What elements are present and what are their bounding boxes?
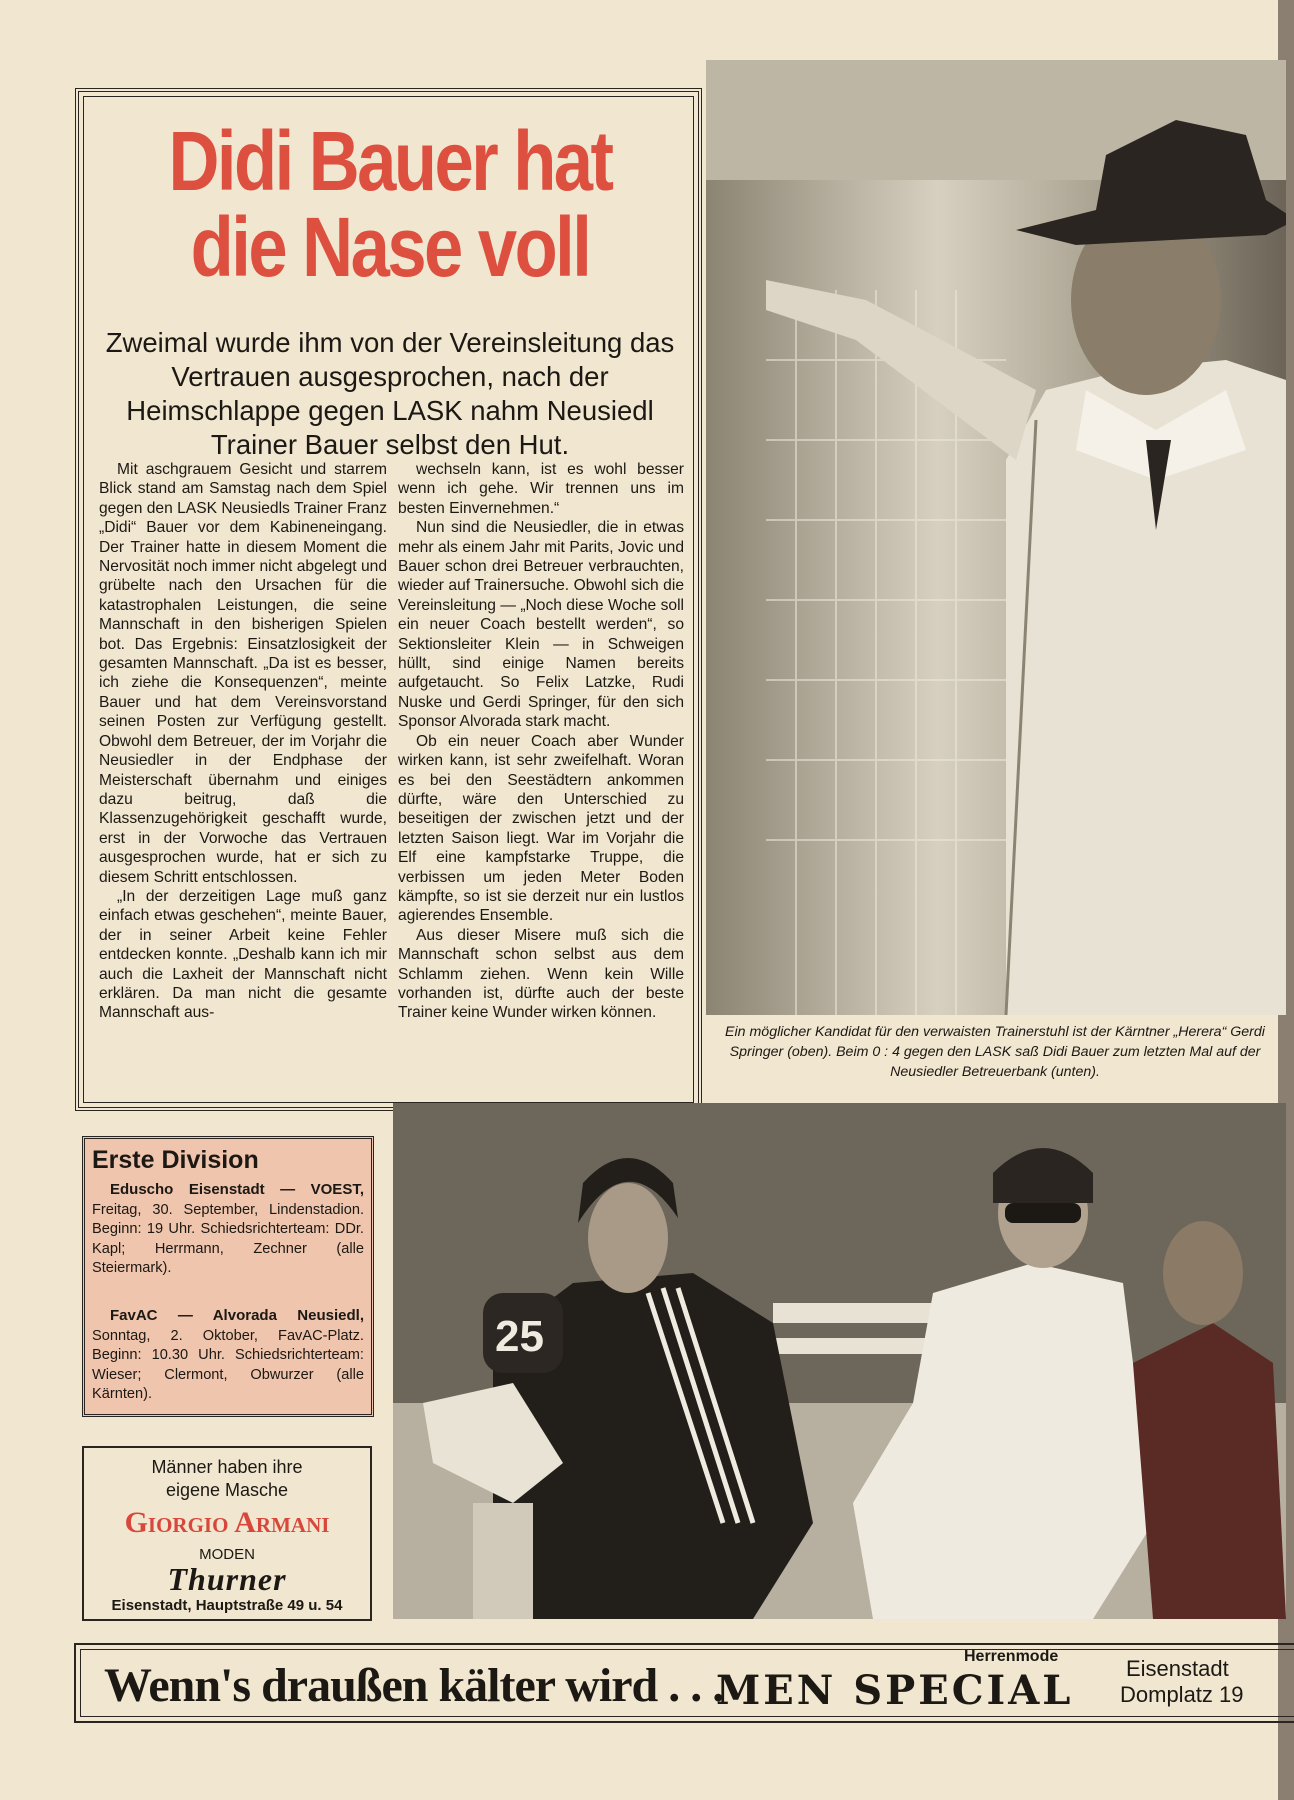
match-1-details: Freitag, 30. September, Lindenstadion. Beginn: 19 Uhr. Schiedsrichterteam: DDr. Kapl; Herrmann, Zechner (alle Steiermark). (92, 1201, 364, 1276)
shirt-number: 25 (495, 1312, 544, 1361)
ad-herrenmode-label: Herrenmode (964, 1648, 1059, 1665)
photo-bench-bauer (393, 1103, 1286, 1619)
ad-armani-brand: Giorgio Armani (124, 1506, 330, 1539)
subheadline: Zweimal wurde ihm von der Vereinsleitung das Vertrauen ausgesprochen, nach der Heimschlappe gegen LASK nahm Neusiedl Trainer Bauer selbst den Hut. (105, 327, 675, 460)
ad-thurner-logo: Thurner (167, 1561, 287, 1597)
ad-armani-line1: Männer haben ihre (151, 1457, 303, 1477)
headline-line-1: Didi Bauer hat (168, 114, 612, 208)
ad-city: Eisenstadt (1126, 1656, 1229, 1681)
ad-slogan: Wenn's draußen kälter wird . . . (104, 1659, 724, 1712)
article-column-2 (398, 460, 684, 1023)
paragraph: wechseln kann, ist es wohl besser wenn ich gehe. Wir trennen uns im besten Einvernehmen.“ (398, 461, 684, 517)
match-2-teams: FavAC — Alvorada Neusiedl, (110, 1307, 364, 1324)
paragraph: Mit aschgrauem Gesicht und starrem Blick stand am Samstag nach dem Spiel gegen den LASK Neusiedls Trainer Franz „Didi“ Bauer vor dem Kabineneingang. Der Trainer hatte in diesem Moment die Nervosität noch immer nicht abgelegt und grübelte nach den Ursachen für die katastrophalen Leistungen, die seine Mannschaft in den bisherigen Spielen bot. Das Ergebnis: Einsatzlosigkeit der gesamten Mannschaft. „Da ist es besser, ich ziehe die Konsequenzen“, meinte Bauer und hat dem Vereinsvorstand seinen Posten zur Verfügung gestellt. Obwohl dem Betreuer, der im Vorjahr die Neusiedler in der Endphase der Meisterschaft übernahm und einiges dazu beitrug, daß die Klassenzugehörigkeit geschafft wurde, erst in der Vorwoche das Vertrauen ausgesprochen wurde, hat er sich zu diesem Schritt entschlossen. (99, 461, 387, 886)
photo-coach-illustration (706, 60, 1286, 1015)
match-2-details: Sonntag, 2. Oktober, FavAC-Platz. Beginn: 10.30 Uhr. Schiedsrichterteam: Wieser; Clermont, Obwurzer (alle Kärnten). (92, 1327, 364, 1402)
match-2 (92, 1306, 364, 1405)
photo-caption: Ein möglicher Kandidat für den verwaisten Trainerstuhl ist der Kärntner „Herera“ Gerdi Springer (oben). Beim 0 : 4 gegen den LASK saß Didi Bauer zum letzten Mal auf der Neusiedler Betreuerbank (unten). (725, 1024, 1265, 1080)
ad-armani-moden: MODEN (199, 1546, 255, 1563)
match-1-teams: Eduscho Eisenstadt — VOEST, (110, 1181, 364, 1198)
ad-men-special-logo: MEN SPECIAL (716, 1667, 1074, 1714)
photo-bench-illustration (393, 1103, 1286, 1619)
match-1 (92, 1180, 364, 1279)
division-title: Erste Division (92, 1146, 259, 1174)
ad-street: Domplatz 19 (1120, 1682, 1244, 1707)
article-column-1 (99, 460, 387, 1023)
headline (138, 114, 642, 294)
paragraph: „In der derzeitigen Lage muß ganz einfach etwas geschehen“, meinte Bauer, der in seiner Arbeit keine Fehler entdecken konnte. „Deshalb kann ich mir auch die Laxheit der Mannschaft nicht erklären. Da man nicht die gesamte Mannschaft aus- (99, 887, 387, 1022)
photo-coach-springer (706, 60, 1286, 1015)
paragraph: Ob ein neuer Coach aber Wunder wirken kann, ist sehr zweifelhaft. Woran es bei den Seestädtern ankommen dürfte, wäre den Unterschied zu beseitigen der zwischen jetzt und der letzten Saison liegt. War im Vorjahr die Elf eine kampfstarke Truppe, die verbissen um jeden Meter Boden kämpfte, so ist sie derzeit nur ein lustlos agierendes Ensemble. (398, 732, 684, 925)
paragraph: Nun sind die Neusiedler, die in etwas mehr als einem Jahr mit Parits, Jovic und Bauer schon drei Betreuer verbrauchten, wieder auf Trainersuche. Obwohl sich die Vereinsleitung — „Noch diese Woche soll ein neuer Coach bestellt werden“, so Sektionsleiter Klein — in Schweigen hüllt, sind einige Namen bereits aufgetaucht. So Felix Latzke, Rudi Nuske und Gerdi Springer, für den sich Sponsor Alvorada stark macht. (398, 519, 684, 731)
headline-line-2: die Nase voll (190, 200, 590, 294)
ad-armani-address: Eisenstadt, Hauptstraße 49 u. 54 (111, 1597, 343, 1614)
ad-armani-line2: eigene Masche (165, 1480, 289, 1500)
paragraph: Aus dieser Misere muß sich die Mannschaft schon selbst aus dem Schlamm ziehen. Wenn kein Wille vorhanden ist, dürfte auch der beste Trainer keine Wunder wirken können. (398, 926, 684, 1022)
